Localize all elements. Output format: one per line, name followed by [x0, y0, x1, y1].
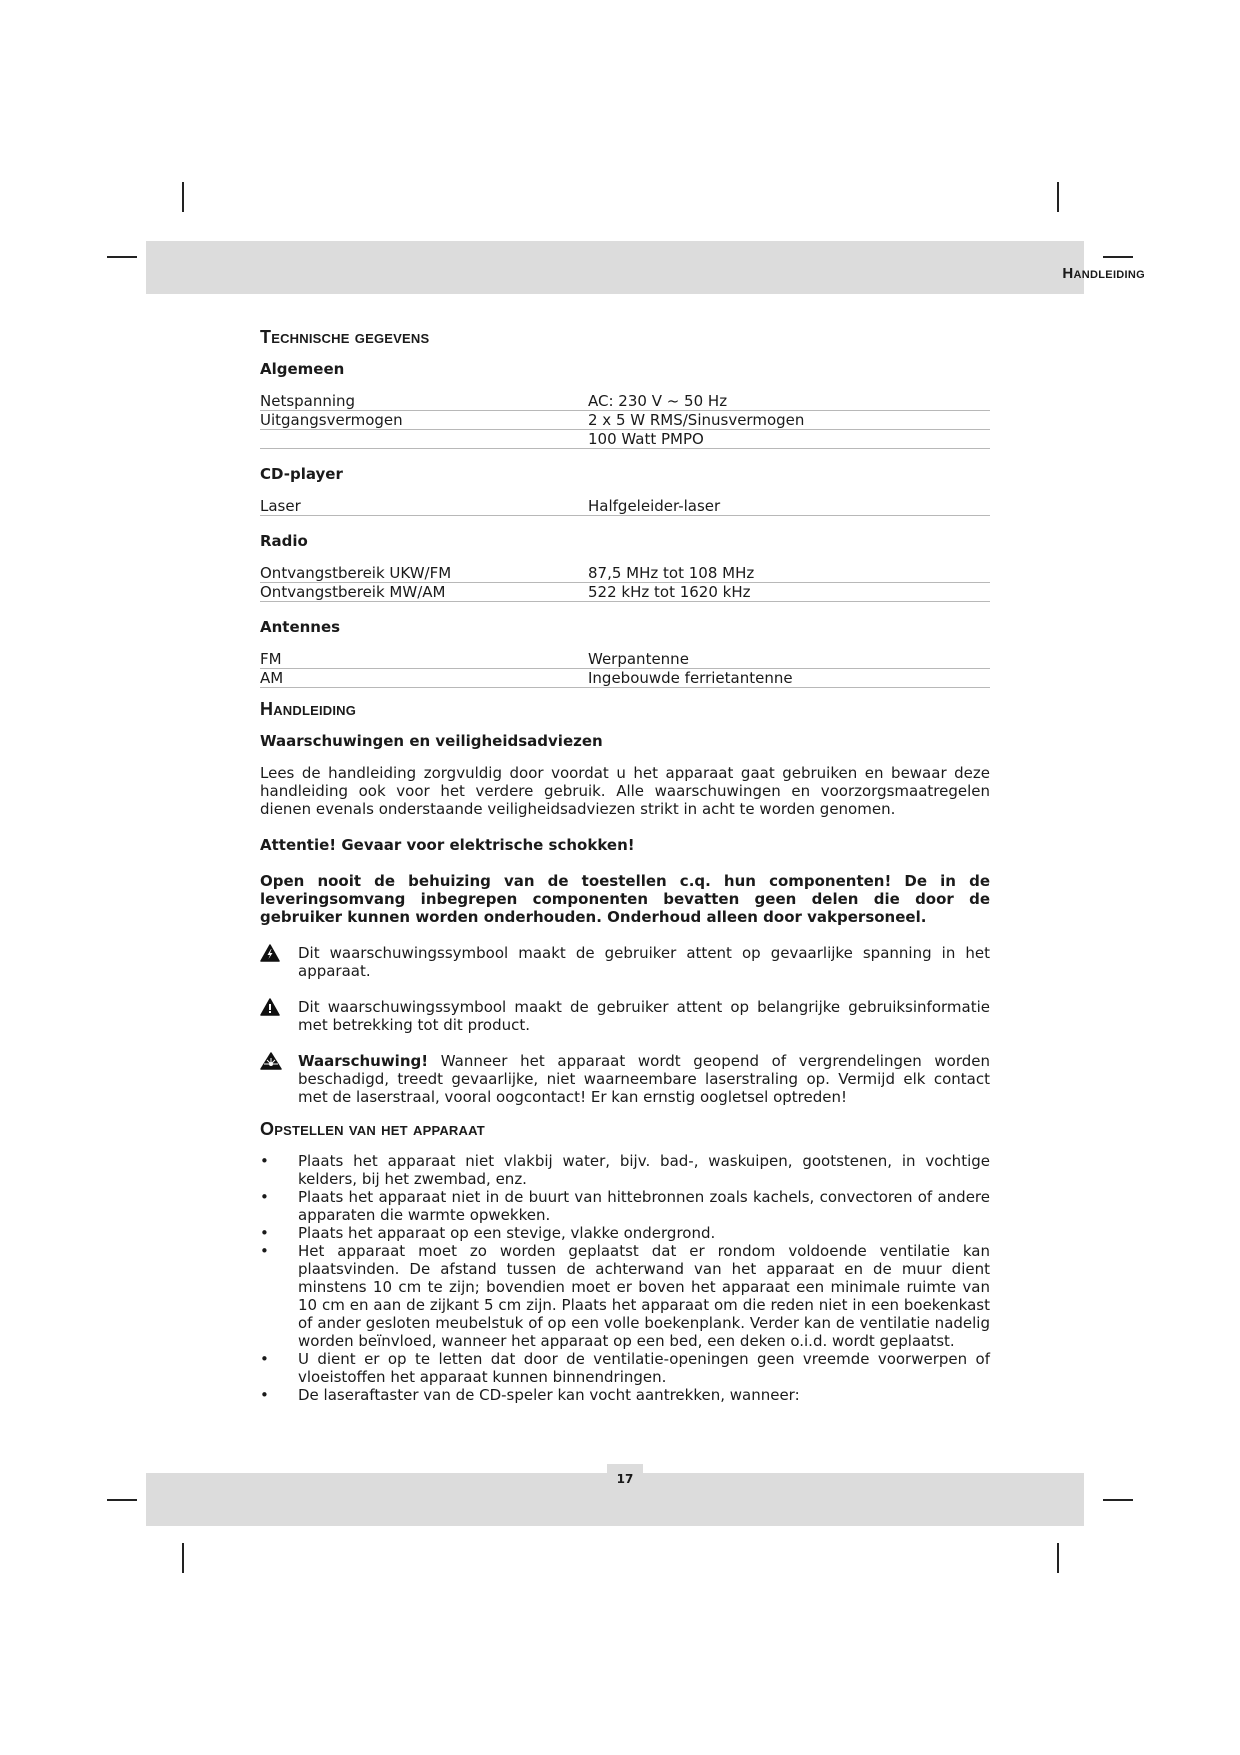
spec-row — [260, 564, 990, 583]
header-band — [146, 241, 1084, 294]
bullet: • — [260, 1224, 269, 1242]
attention-paragraph: Attentie! Gevaar voor elektrische schokken! — [260, 836, 635, 854]
spec-value: AC: 230 V ~ 50 Hz — [588, 392, 728, 410]
bullet: • — [260, 1242, 269, 1260]
spec-value: 522 kHz tot 1620 kHz — [588, 583, 751, 601]
crop-mark — [1057, 1543, 1059, 1573]
spec-row — [260, 392, 990, 411]
spec-row — [260, 497, 990, 516]
list-item — [260, 1350, 990, 1386]
spec-value: Werpantenne — [588, 650, 689, 668]
bullet: • — [260, 1152, 269, 1170]
header-title: Handleiding — [1062, 265, 1145, 282]
spec-key: Netspanning — [260, 392, 356, 410]
spec-key: Ontvangstbereik MW/AM — [260, 583, 446, 601]
list-item-text: De laseraftaster van de CD-speler kan vocht aantrekken, wanneer: — [298, 1386, 800, 1404]
crop-mark — [1103, 256, 1133, 258]
technical-title: Technische gegevens — [260, 327, 430, 347]
spec-row — [260, 430, 990, 449]
spec-key: Ontvangstbereik UKW/FM — [260, 564, 452, 582]
group-title-antennes: Antennes — [260, 618, 341, 636]
crop-mark — [107, 256, 137, 258]
warning-laser — [260, 1052, 990, 1106]
setup-list — [260, 1152, 990, 1404]
laser-warning-icon — [260, 1052, 298, 1106]
manual-title: Handleiding — [260, 699, 357, 719]
group-title-radio: Radio — [260, 532, 308, 550]
list-item — [260, 1188, 990, 1224]
spec-value: Halfgeleider-laser — [588, 497, 721, 515]
spec-key: AM — [260, 669, 284, 687]
spec-value: Ingebouwde ferrietantenne — [588, 669, 793, 687]
spec-key: Uitgangsvermogen — [260, 411, 403, 429]
warning-voltage-text: Dit waarschuwingssymbool maakt de gebruiker attent op gevaarlijke spanning in het apparaat. — [298, 944, 990, 980]
list-item-text: Plaats het apparaat op een stevige, vlakke ondergrond. — [298, 1224, 716, 1242]
spec-key: Laser — [260, 497, 301, 515]
list-item — [260, 1386, 990, 1404]
group-title-algemeen: Algemeen — [260, 360, 345, 378]
list-item-text: Plaats het apparaat niet in de buurt van hittebronnen zoals kachels, convectoren of andere apparaten die warmte opwekken. — [298, 1188, 990, 1224]
warning-info — [260, 998, 990, 1034]
crop-mark — [107, 1499, 137, 1501]
list-item — [260, 1152, 990, 1188]
list-item-text: Plaats het apparaat niet vlakbij water, bijv. bad-, waskuipen, gootstenen, in vochtige kelders, bij het zwembad, enz. — [298, 1152, 990, 1188]
spec-value: 100 Watt PMPO — [588, 430, 704, 448]
list-item-text: U dient er op te letten dat door de ventilatie-openingen geen vreemde voorwerpen of vloeistoffen het apparaat kunnen binnendringen. — [298, 1350, 990, 1386]
spec-row — [260, 583, 990, 602]
warning-laser-label: Waarschuwing! — [298, 1052, 429, 1070]
spec-key — [260, 430, 588, 448]
spec-row — [260, 669, 990, 688]
open-never-paragraph: Open nooit de behuizing van de toestellen c.q. hun componenten! De in de leveringsomvang inbegrepen componenten bevatten geen delen die door de gebruiker kunnen worden onderhouden. Onderhoud alleen door vakpersoneel. — [260, 872, 990, 926]
crop-mark — [1057, 182, 1059, 212]
warning-info-text: Dit waarschuwingssymbool maakt de gebruiker attent op belangrijke gebruiksinformatie met betrekking tot dit product. — [298, 998, 990, 1034]
warning-laser-body: Wanneer het apparaat wordt geopend of vergrendelingen worden beschadigd, treedt gevaarlijke, niet waarneembare laserstraling op. Vermijd elk contact met de laserstraal, vooral oogcontact! Er kan ernstig oogletsel optreden! — [298, 1052, 990, 1106]
intro-paragraph: Lees de handleiding zorgvuldig door voordat u het apparaat gaat gebruiken en bewaar deze handleiding ook voor het verdere gebruik. Alle waarschuwingen en voorzorgsmaatregelen dienen evenals onderstaande veiligheidsadviezen strikt in acht te worden genomen. — [260, 764, 990, 818]
spec-row — [260, 650, 990, 669]
exclamation-warning-icon — [260, 998, 298, 1034]
spec-table-antennes — [260, 650, 990, 688]
list-item — [260, 1224, 990, 1242]
crop-mark — [182, 1543, 184, 1573]
spec-table-cd-player — [260, 497, 990, 516]
bullet: • — [260, 1386, 269, 1404]
spec-table-algemeen — [260, 392, 990, 449]
spec-table-radio — [260, 564, 990, 602]
spec-row — [260, 411, 990, 430]
bullet: • — [260, 1350, 269, 1368]
warning-laser-text — [298, 1052, 990, 1106]
list-item — [260, 1242, 990, 1350]
warning-voltage — [260, 944, 990, 980]
lightning-warning-icon — [260, 944, 298, 980]
spec-key: FM — [260, 650, 282, 668]
page-number: 17 — [607, 1464, 643, 1488]
spec-value: 87,5 MHz tot 108 MHz — [588, 564, 755, 582]
spec-value: 2 x 5 W RMS/Sinusvermogen — [588, 411, 805, 429]
page-content — [260, 328, 990, 1404]
setup-title: Opstellen van het apparaat — [260, 1119, 485, 1139]
crop-mark — [182, 182, 184, 212]
crop-mark — [1103, 1499, 1133, 1501]
list-item-text: Het apparaat moet zo worden geplaatst dat er rondom voldoende ventilatie kan plaatsvinden. De afstand tussen de achterwand van het apparaat en de muur dient minstens 10 cm te zijn; bovendien moet er boven het apparaat een minimale ruimte van 10 cm en aan de zijkant 5 cm zijn. Plaats het apparaat om die reden niet in een boekenkast of ander gesloten meubelstuk of op een volle boekenplank. Verder kan de ventilatie nadelig worden beïnvloed, wanneer het apparaat op een bed, een deken o.i.d. wordt geplaatst. — [298, 1242, 990, 1350]
bullet: • — [260, 1188, 269, 1206]
safety-subtitle: Waarschuwingen en veiligheidsadviezen — [260, 732, 603, 750]
group-title-cd-player: CD-player — [260, 465, 343, 483]
